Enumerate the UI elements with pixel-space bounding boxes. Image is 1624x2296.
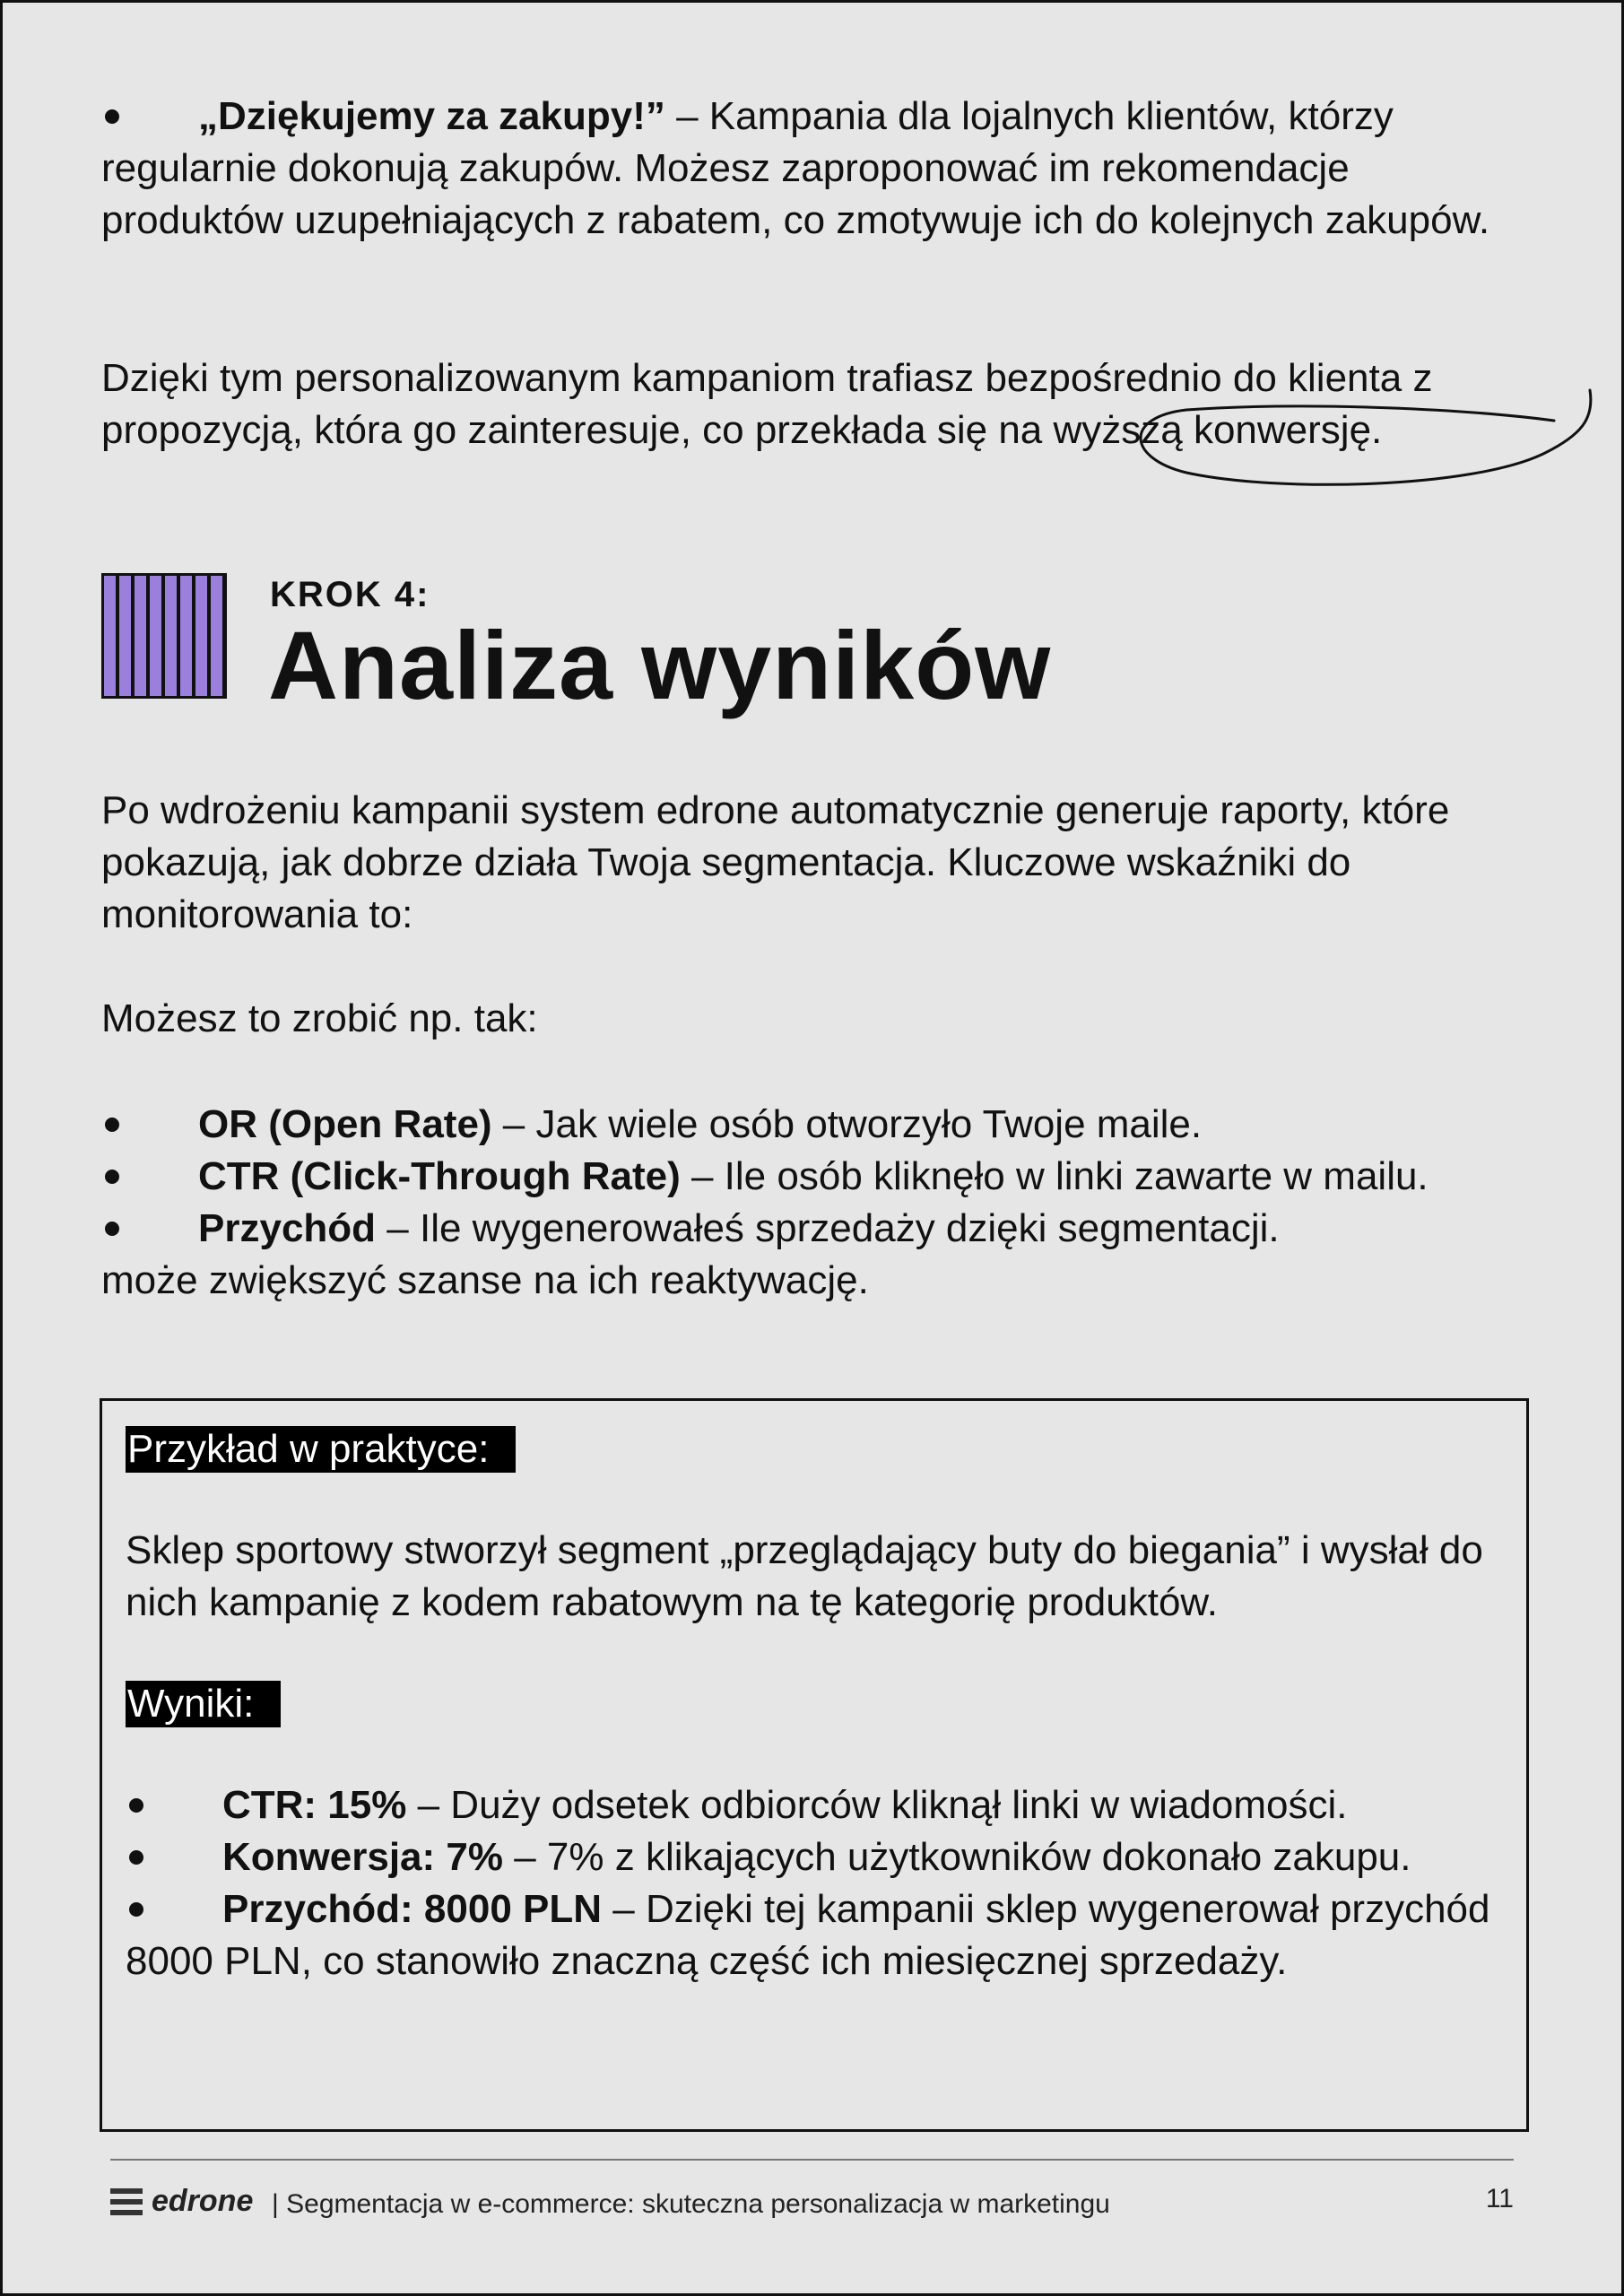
results-list <box>126 1779 1508 1987</box>
menu-lines-icon <box>110 2188 143 2215</box>
edrone-logo <box>110 2184 253 2219</box>
list-item <box>126 1779 1508 1831</box>
list-item <box>101 1099 1536 1151</box>
intro-bullet-text: – Kampania dla lojalnych klientów, którzy regularnie dokonują zakupów. Możesz zaproponować im rekomendacje produktów uzupełniających z rabatem, co zmotywuje ich do kolejnych zakupów. <box>101 94 1490 242</box>
list-item <box>126 1831 1508 1883</box>
page-number: 11 <box>1485 2184 1514 2213</box>
footer-divider <box>110 2159 1514 2161</box>
result-text: – Duży odsetek odbiorców kliknął linki w wiadomości. <box>406 1783 1348 1827</box>
metrics-list <box>101 1099 1536 1307</box>
result-text: – Dzięki tej kampanii sklep wygenerował przychód 8000 PLN, co stanowiło znaczną część ich miesięcznej sprzedaży. <box>126 1887 1490 1983</box>
metric-bold: OR (Open Rate) <box>198 1102 492 1146</box>
example-lead: Możesz to zrobić np. tak: <box>101 996 538 1040</box>
step-title: Analiza wyników <box>268 611 1052 719</box>
metric-bold: Przychód <box>198 1206 377 1250</box>
footer <box>110 2159 1514 2219</box>
footer-title: | Segmentacja w e-commerce: skuteczna personalizacja w marketingu <box>272 2189 1110 2219</box>
example-body: Sklep sportowy stworzył segment „przeglądający buty do biegania” i wysłał do nich kampanię z kodem rabatowym na tę kategorię produktów. <box>126 1528 1483 1624</box>
list-item <box>126 1883 1508 1987</box>
list-item <box>101 1203 1536 1255</box>
result-bold: CTR: 15% <box>222 1783 407 1827</box>
result-bold: Konwersja: 7% <box>222 1835 503 1879</box>
striped-square-icon <box>101 573 227 699</box>
metrics-trailing-text: może zwiększyć szanse na ich reaktywację. <box>101 1258 869 1302</box>
example-box <box>100 1398 1529 2132</box>
hand-drawn-circle-annotation <box>1133 383 1599 500</box>
result-text: – 7% z klikających użytkowników dokonało zakupu. <box>502 1835 1411 1879</box>
metric-text: – Ile osób kliknęło w linki zawarte w mailu. <box>680 1154 1429 1198</box>
metric-text: – Ile wygenerowałeś sprzedaży dzięki segmentacji. <box>376 1206 1280 1250</box>
intro-bullet <box>101 91 1536 247</box>
results-tag: Wyniki: <box>126 1681 281 1727</box>
metric-text: – Jak wiele osób otworzyło Twoje maile. <box>491 1102 1203 1146</box>
example-tag: Przykład w praktyce: <box>126 1426 516 1473</box>
intro-bullet-bold: „Dziękujemy za zakupy!” <box>198 94 665 138</box>
analysis-paragraph: Po wdrożeniu kampanii system edrone automatycznie generuje raporty, które pokazują, jak dobrze działa Twoja segmentacja. Kluczowe wskaźniki do monitorowania to: <box>101 788 1450 936</box>
result-bold: Przychód: 8000 PLN <box>222 1887 603 1931</box>
logo-text: edrone <box>152 2184 254 2218</box>
metric-bold: CTR (Click-Through Rate) <box>198 1154 681 1198</box>
step-kicker: KROK 4: <box>270 575 430 614</box>
list-item <box>101 1151 1536 1203</box>
intro-paragraph: Dzięki tym personalizowanym kampaniom trafiasz bezpośrednio do klienta z propozycją, która go zainteresuje, co przekłada się na wyższą konwersję. <box>101 356 1433 452</box>
